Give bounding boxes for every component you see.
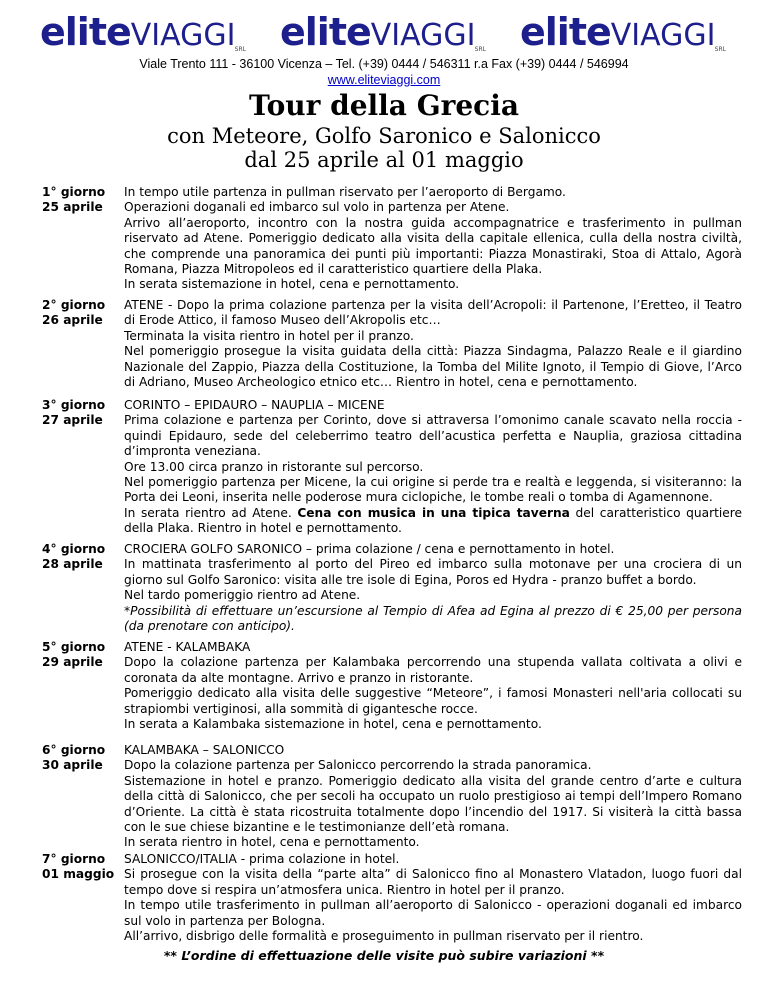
logo-wordmark: eliteVIAGGI [520,10,716,54]
contact-line: Viale Trento 111 - 36100 Vicenza – Tel. (+39) 0444 / 546311 r.a Fax (+39) 0444 / 546994 [139,57,629,71]
document-title: Tour della Grecia [248,89,520,122]
elite-viaggi-logo [40,10,250,54]
elite-viaggi-logo [520,10,730,54]
day-label: 2° giorno 26 aprile [42,298,106,328]
day-label: 7° giorno 01 maggio [42,852,115,882]
day-description: CROCIERA GOLFO SARONICO – prima colazione / cena e pernottamento in hotel. In mattinata trasferimento al porto del Pireo ed imbarco sulla motonave per una crociera di un giorno sul Golfo Saronico: visita alle tre isole di Egina, Poros ed Hydra - pranzo buffet a bordo. Nel tardo pomeriggio rientro ad Atene. *Possibilità di effettuare un’escursione al Tempio di Afea ad Egina al prezzo di € 25,00 per persona (da prenotare con anticipo). [124,542,742,634]
website-link[interactable]: www.eliteviaggi.com [327,73,441,87]
day-description: ATENE - KALAMBAKA Dopo la colazione partenza per Kalambaka percorrendo una stupenda vallata coltivata a olivi e coronata da alte montagne. Arrivo e pranzo in ristorante. Pomeriggio dedicato alla visita delle suggestive “Meteore”, i famosi Monasteri nell'aria collocati su strapiombi vertiginosi, alla sommità di gigantesche rocce. In serata a Kalambaka sistemazione in hotel, cena e pernottamento. [124,640,742,732]
logo-srl: SRL [474,46,486,53]
day-label: 1° giorno 25 aprile [42,185,106,215]
excursion-note: *Possibilità di effettuare un’escursione al Tempio di Afea ad Egina al prezzo di € 25,00 per persona (da prenotare con anticipo). [124,603,742,634]
day-description: ATENE - Dopo la prima colazione partenza per la visita dell’Acropoli: il Partenone, l’Eretteo, il Teatro di Erode Attico, il famoso Museo dell’Akropolis etc… Terminata la visita rientro in hotel per il pranzo. Nel pomeriggio prosegue la visita guidata della città: Piazza Sindagma, Palazzo Reale e il giardino Nazionale del Zappio, Piazza della Costituzione, la Tomba del Milite Ignoto, il Tempio di Giove, l’Arco di Adriano, Museo Archeologico etnico etc… Rientro in hotel, cena e pernottamento. [124,298,742,390]
subtitle-dates: dal 25 aprile al 01 maggio [244,148,524,172]
logo-row [40,10,730,54]
logo-wordmark: eliteVIAGGI [280,10,476,54]
day-description: SALONICCO/ITALIA - prima colazione in hotel. Si prosegue con la visita della “parte alta” di Salonicco fino al Monastero Vlatadon, luogo fuori dal tempo dove si respira un’atmosfera unica. Rientro in hotel per il pranzo. In tempo utile trasferimento in pullman all’aeroporto di Salonicco - operazioni doganali ed imbarco sul volo in partenza per Bologna. All’arrivo, disbrigo delle formalità e proseguimento in pullman riservato per il rientro. [124,852,742,944]
day-description: CORINTO – EPIDAURO – NAUPLIA – MICENE Prima colazione e partenza per Corinto, dove si attraversa l’omonimo canale scavato nella roccia - quindi Epidauro, sede del celeberrimo teatro dell’acustica perfetta e Nauplia, graziosa cittadina d’impronta veneziana. Ore 13.00 circa pranzo in ristorante sul percorso. Nel pomeriggio partenza per Micene, la cui origine si perde tra e realtà e leggenda, si visiteranno: la Porta dei Leoni, inserita nelle poderose mura ciclopiche, le tombe reali o tomba di Agamennone. In serata rientro ad Atene. Cena con musica in una tipica taverna del caratteristico quartiere della Plaka. Rientro in hotel e pernottamento. [124,398,743,536]
day-label: 3° giorno 27 aprile [42,398,106,428]
day-label: 5° giorno 29 aprile [42,640,106,670]
logo-wordmark: eliteVIAGGI [40,10,236,54]
day-description: KALAMBAKA – SALONICCO Dopo la colazione partenza per Salonicco percorrendo la strada panoramica. Sistemazione in hotel e pranzo. Pomeriggio dedicato alla visita del grande centro d’arte e cultura della città di Salonicco, che per secoli ha occupato un ruolo prestigioso ai tempi dell’Impero Romano d’Oriente. La città è stata ricostruita totalmente dopo l’incendio del 1917. Si visiterà la città bassa con le sue chiese bizantine e le testimonianze dell’età romana. In serata rientro in hotel, cena e pernottamento. [124,743,742,850]
day-description: In tempo utile partenza in pullman riservato per l’aeroporto di Bergamo. Operazioni doganali ed imbarco sul volo in partenza per Atene. Arrivo all’aeroporto, incontro con la nostra guida accompagnatrice e trasferimento in pullman riservato ad Atene. Pomeriggio dedicato alla visita della capitale ellenica, culla della nostra civiltà, che comprende una panoramica dei punti più importanti: Piazza Monastiraki, Stoa di Attalo, Agorà Romana, Piazza Mitropoleos ed il caratteristico quartiere della Plaka. In serata sistemazione in hotel, cena e pernottamento. [124,185,742,292]
footer-note: ** L’ordine di effettuazione delle visite può subire variazioni ** [163,948,605,963]
day-label: 4° giorno 28 aprile [42,542,106,572]
subtitle-route: con Meteore, Golfo Saronico e Salonicco [167,124,601,148]
logo-srl: SRL [714,46,726,53]
highlight-dinner: Cena con musica in una tipica taverna [297,505,570,520]
elite-viaggi-logo [280,10,490,54]
logo-srl: SRL [234,46,246,53]
day-label: 6° giorno 30 aprile [42,743,106,773]
